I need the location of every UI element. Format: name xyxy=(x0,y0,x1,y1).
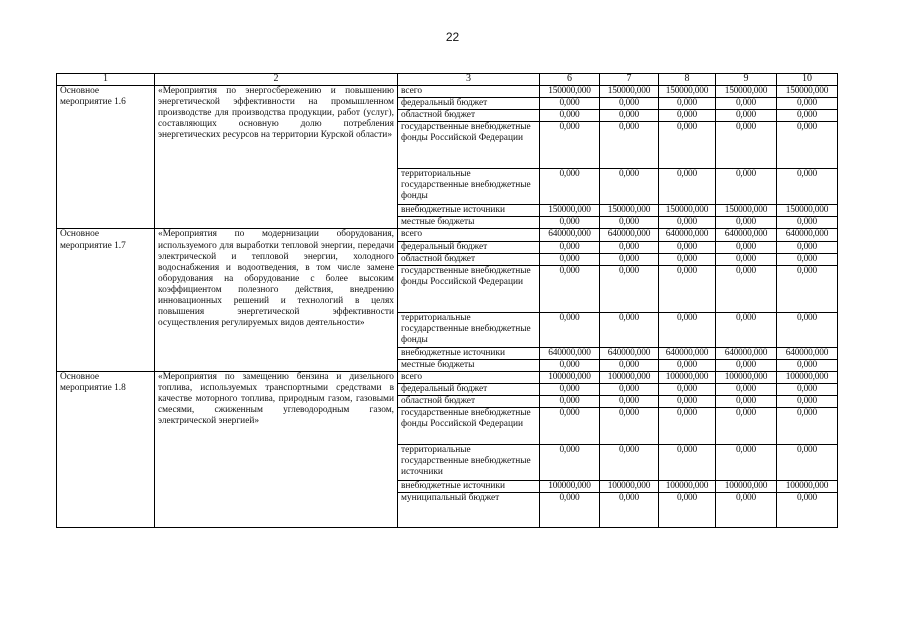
measure-label: Основное мероприятие 1.8 xyxy=(57,371,155,527)
value-cell: 0,000 xyxy=(777,253,838,265)
value-cell: 0,000 xyxy=(540,217,600,229)
value-cell: 0,000 xyxy=(659,384,716,396)
value-cell: 640000,000 xyxy=(540,347,600,359)
value-cell: 0,000 xyxy=(540,445,600,481)
value-cell: 0,000 xyxy=(777,265,838,312)
value-cell: 150000,000 xyxy=(777,86,838,98)
value-cell: 150000,000 xyxy=(716,86,777,98)
value-cell: 640000,000 xyxy=(716,347,777,359)
value-cell: 0,000 xyxy=(777,384,838,396)
value-cell: 640000,000 xyxy=(659,347,716,359)
value-cell: 0,000 xyxy=(716,98,777,110)
funding-source: внебюджетные источники xyxy=(398,481,540,493)
value-cell: 0,000 xyxy=(777,98,838,110)
value-cell: 0,000 xyxy=(540,312,600,347)
value-cell: 640000,000 xyxy=(777,229,838,241)
value-cell: 0,000 xyxy=(716,217,777,229)
value-cell: 0,000 xyxy=(540,98,600,110)
value-cell: 0,000 xyxy=(716,445,777,481)
value-cell: 0,000 xyxy=(659,396,716,408)
funding-source: федеральный бюджет xyxy=(398,241,540,253)
table-row xyxy=(57,371,838,383)
value-cell: 0,000 xyxy=(540,110,600,122)
value-cell: 0,000 xyxy=(540,359,600,371)
value-cell: 100000,000 xyxy=(716,371,777,383)
funding-source: всего xyxy=(398,86,540,98)
value-cell: 0,000 xyxy=(777,312,838,347)
value-cell: 0,000 xyxy=(777,359,838,371)
value-cell: 0,000 xyxy=(600,384,659,396)
value-cell: 0,000 xyxy=(777,110,838,122)
value-cell: 0,000 xyxy=(716,312,777,347)
value-cell: 0,000 xyxy=(777,408,838,445)
value-cell: 100000,000 xyxy=(540,371,600,383)
value-cell: 0,000 xyxy=(540,396,600,408)
funding-source: областной бюджет xyxy=(398,110,540,122)
value-cell: 0,000 xyxy=(600,169,659,205)
funding-source: местные бюджеты xyxy=(398,359,540,371)
value-cell: 100000,000 xyxy=(777,481,838,493)
value-cell: 0,000 xyxy=(716,384,777,396)
funding-source: территориальные государственные внебюджетные фонды xyxy=(398,312,540,347)
value-cell: 0,000 xyxy=(540,408,600,445)
value-cell: 150000,000 xyxy=(540,205,600,217)
value-cell: 0,000 xyxy=(540,384,600,396)
value-cell: 150000,000 xyxy=(777,205,838,217)
value-cell: 100000,000 xyxy=(600,371,659,383)
header-cell: 1 xyxy=(57,74,155,86)
header-cell: 7 xyxy=(600,74,659,86)
budget-table xyxy=(56,73,838,528)
value-cell: 0,000 xyxy=(777,445,838,481)
funding-source: государственные внебюджетные фонды Российской Федерации xyxy=(398,265,540,312)
value-cell: 150000,000 xyxy=(600,86,659,98)
value-cell: 0,000 xyxy=(600,445,659,481)
value-cell: 100000,000 xyxy=(540,481,600,493)
funding-source: государственные внебюджетные фонды Российской Федерации xyxy=(398,122,540,169)
value-cell: 0,000 xyxy=(777,169,838,205)
value-cell: 0,000 xyxy=(600,408,659,445)
funding-source: федеральный бюджет xyxy=(398,98,540,110)
header-cell: 2 xyxy=(155,74,398,86)
funding-source: муниципальный бюджет xyxy=(398,493,540,528)
page-number: 22 xyxy=(445,30,460,44)
value-cell: 0,000 xyxy=(659,253,716,265)
value-cell: 0,000 xyxy=(540,241,600,253)
value-cell: 0,000 xyxy=(659,408,716,445)
value-cell: 0,000 xyxy=(716,408,777,445)
funding-source: федеральный бюджет xyxy=(398,384,540,396)
funding-source: территориальные государственные внебюджетные источники xyxy=(398,445,540,481)
value-cell: 0,000 xyxy=(659,169,716,205)
value-cell: 150000,000 xyxy=(659,205,716,217)
header-row xyxy=(57,74,838,86)
value-cell: 0,000 xyxy=(659,359,716,371)
header-cell: 8 xyxy=(659,74,716,86)
value-cell: 0,000 xyxy=(540,253,600,265)
value-cell: 0,000 xyxy=(659,265,716,312)
value-cell: 0,000 xyxy=(659,241,716,253)
value-cell: 100000,000 xyxy=(659,481,716,493)
value-cell: 640000,000 xyxy=(600,229,659,241)
value-cell: 640000,000 xyxy=(600,347,659,359)
header-cell: 9 xyxy=(716,74,777,86)
value-cell: 150000,000 xyxy=(600,205,659,217)
value-cell: 0,000 xyxy=(540,122,600,169)
value-cell: 100000,000 xyxy=(600,481,659,493)
funding-source: внебюджетные источники xyxy=(398,205,540,217)
value-cell: 100000,000 xyxy=(777,371,838,383)
funding-source: всего xyxy=(398,371,540,383)
value-cell: 0,000 xyxy=(659,445,716,481)
value-cell: 100000,000 xyxy=(659,371,716,383)
value-cell: 0,000 xyxy=(716,169,777,205)
value-cell: 0,000 xyxy=(600,493,659,528)
value-cell: 150000,000 xyxy=(659,86,716,98)
value-cell: 0,000 xyxy=(600,110,659,122)
value-cell: 640000,000 xyxy=(659,229,716,241)
measure-label: Основное мероприятие 1.7 xyxy=(57,229,155,371)
funding-source: местные бюджеты xyxy=(398,217,540,229)
value-cell: 0,000 xyxy=(659,217,716,229)
value-cell: 640000,000 xyxy=(777,347,838,359)
value-cell: 0,000 xyxy=(600,253,659,265)
value-cell: 640000,000 xyxy=(540,229,600,241)
funding-source: областной бюджет xyxy=(398,396,540,408)
value-cell: 0,000 xyxy=(716,396,777,408)
value-cell: 0,000 xyxy=(777,217,838,229)
value-cell: 0,000 xyxy=(777,396,838,408)
value-cell: 0,000 xyxy=(716,359,777,371)
value-cell: 0,000 xyxy=(716,110,777,122)
value-cell: 0,000 xyxy=(600,312,659,347)
value-cell: 0,000 xyxy=(777,241,838,253)
funding-source: государственные внебюджетные фонды Российской Федерации xyxy=(398,408,540,445)
value-cell: 640000,000 xyxy=(716,229,777,241)
value-cell: 0,000 xyxy=(600,265,659,312)
value-cell: 0,000 xyxy=(716,241,777,253)
table-row xyxy=(57,229,838,241)
measure-description: «Мероприятия по модернизации оборудования, используемого для выработки тепловой энергии, передачи электрической и тепловой энергии, холодного водоснабжения и водоотведения, в том числе замене оборудования на оборудование с более высоким коэффициентом полезного действия, внедрению инновационных решений и технологий в целях повышения энергетической эффективности осуществления регулируемых видов деятельности» xyxy=(155,229,398,371)
value-cell: 0,000 xyxy=(777,122,838,169)
value-cell: 0,000 xyxy=(659,110,716,122)
header-cell: 6 xyxy=(540,74,600,86)
measure-label: Основное мероприятие 1.6 xyxy=(57,86,155,229)
value-cell: 0,000 xyxy=(659,122,716,169)
funding-source: территориальные государственные внебюджетные фонды xyxy=(398,169,540,205)
value-cell: 0,000 xyxy=(716,493,777,528)
measure-description: «Мероприятия по энергосбережению и повышению энергетической эффективности на промышленном производстве для производства продукции, работ (услуг), составляющих основную долю потребления энергетических ресурсов на территории Курской области» xyxy=(155,86,398,229)
value-cell: 0,000 xyxy=(716,122,777,169)
value-cell: 0,000 xyxy=(600,217,659,229)
value-cell: 0,000 xyxy=(540,265,600,312)
value-cell: 100000,000 xyxy=(716,481,777,493)
value-cell: 0,000 xyxy=(540,169,600,205)
header-cell: 10 xyxy=(777,74,838,86)
value-cell: 150000,000 xyxy=(540,86,600,98)
value-cell: 0,000 xyxy=(600,122,659,169)
value-cell: 0,000 xyxy=(600,98,659,110)
table-row xyxy=(57,86,838,98)
header-cell: 3 xyxy=(398,74,540,86)
value-cell: 0,000 xyxy=(600,241,659,253)
value-cell: 0,000 xyxy=(716,253,777,265)
value-cell: 150000,000 xyxy=(716,205,777,217)
funding-source: внебюджетные источники xyxy=(398,347,540,359)
funding-source: всего xyxy=(398,229,540,241)
funding-source: областной бюджет xyxy=(398,253,540,265)
value-cell: 0,000 xyxy=(777,493,838,528)
value-cell: 0,000 xyxy=(659,312,716,347)
value-cell: 0,000 xyxy=(659,98,716,110)
value-cell: 0,000 xyxy=(600,396,659,408)
value-cell: 0,000 xyxy=(600,359,659,371)
value-cell: 0,000 xyxy=(540,493,600,528)
value-cell: 0,000 xyxy=(716,265,777,312)
measure-description: «Мероприятия по замещению бензина и дизельного топлива, используемых транспортными средствами в качестве моторного топлива, природным газом, газовыми смесями, сжиженным углеводородным газом, электрической энергией» xyxy=(155,371,398,527)
table-body xyxy=(57,74,838,528)
value-cell: 0,000 xyxy=(659,493,716,528)
